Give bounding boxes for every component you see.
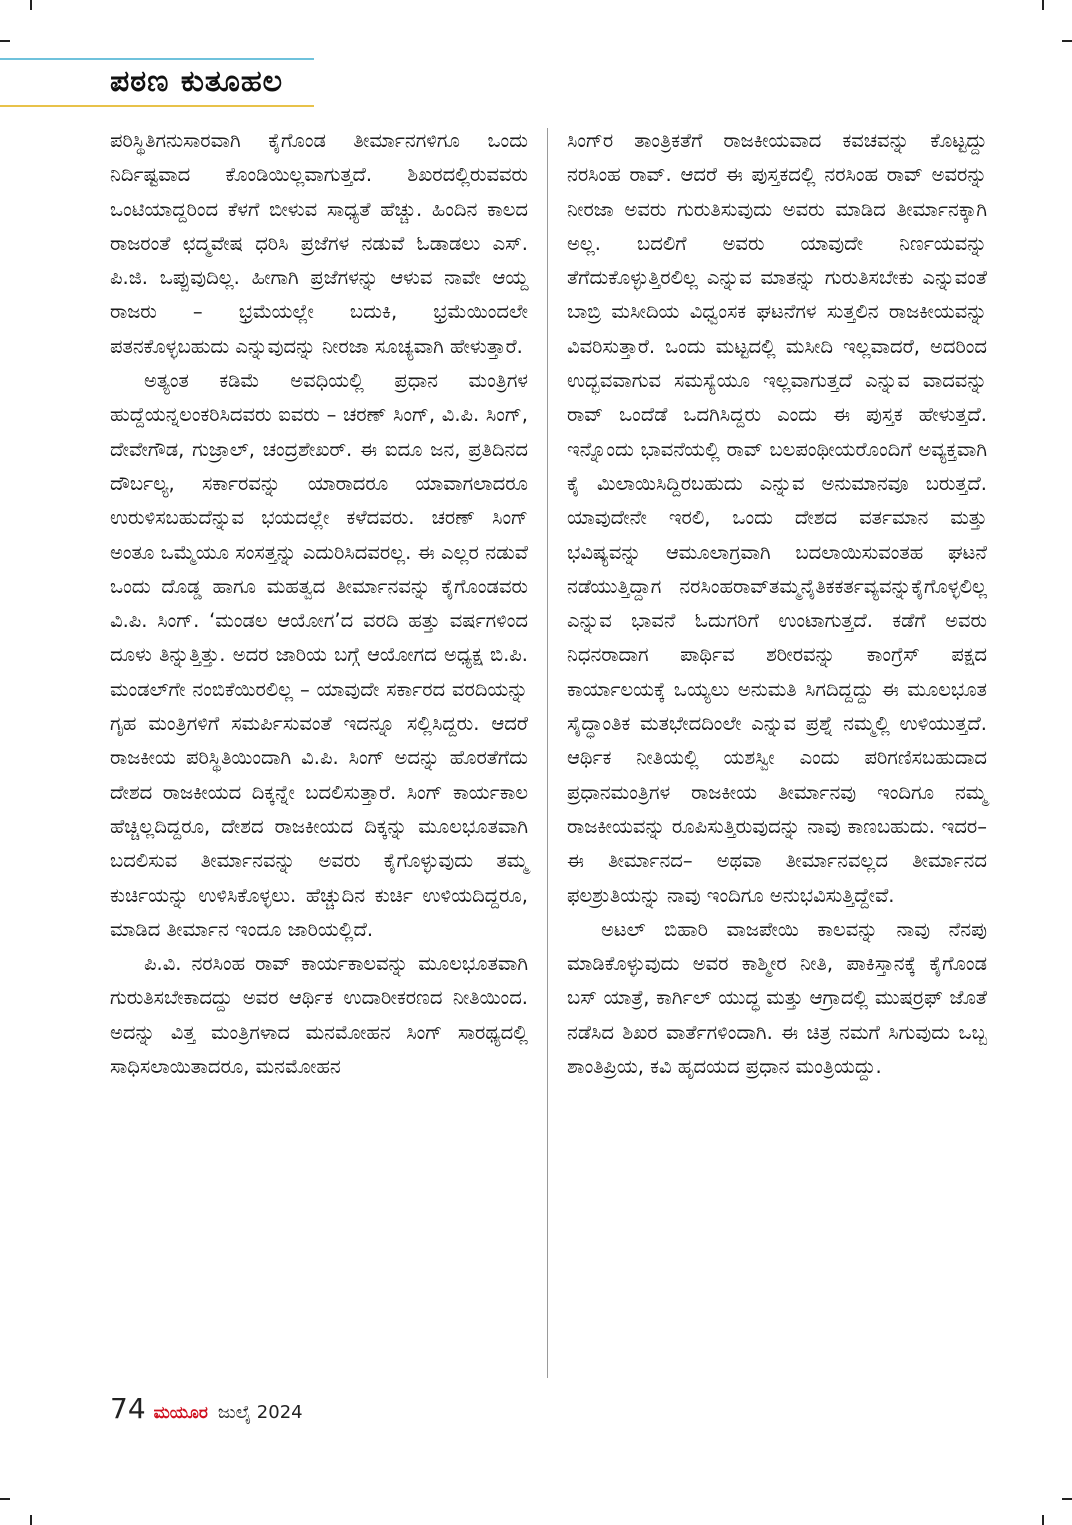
section-title: ಪಠಣ ಕುತೂಹಲ <box>110 64 284 99</box>
left-column <box>110 124 528 1084</box>
crop-mark <box>0 1498 10 1500</box>
crop-mark <box>1062 40 1072 42</box>
page-footer <box>110 1392 303 1425</box>
paragraph: ಅಟಲ್ ಬಿಹಾರಿ ವಾಜಪೇಯಿ ಕಾಲವನ್ನು ನಾವು ನೆನಪು ಮಾಡಿಕೊಳ್ಳುವುದು ಅವರ ಕಾಶ್ಮೀರ ನೀತಿ, ಪಾಕಿಸ್ತಾನಕ್ಕೆ ಕೈಗೊಂಡ ಬಸ್ ಯಾತ್ರೆ, ಕಾರ್ಗಿಲ್ ಯುದ್ಧ ಮತ್ತು ಆಗ್ರಾದಲ್ಲಿ ಮುಷರ್ರಫ್ ಜೊತೆ ನಡೆಸಿದ ಶಿಖರ ವಾರ್ತೆಗಳಿಂದಾಗಿ. ಈ ಚಿತ್ರ ನಮಗೆ ಸಿಗುವುದು ಒಬ್ಬ ಶಾಂತಿಪ್ರಿಯ, ಕವಿ ಹೃದಯದ ಪ್ರಧಾನ ಮಂತ್ರಿಯದ್ದು. <box>567 917 987 1079</box>
crop-mark <box>30 0 32 10</box>
paragraph: ಪಿ.ವಿ. ನರಸಿಂಹ ರಾವ್ ಕಾರ್ಯಕಾಲವನ್ನು ಮೂಲಭೂತವಾಗಿ ಗುರುತಿಸಬೇಕಾದದ್ದು ಅವರ ಆರ್ಥಿಕ ಉದಾರೀಕರಣದ ನೀತಿಯಿಂದ. ಅದನ್ನು ವಿತ್ತ ಮಂತ್ರಿಗಳಾದ ಮನಮೋಹನ ಸಿಂಗ್ ಸಾರಥ್ಯದಲ್ಲಿ ಸಾಧಿಸಲಾಯಿತಾದರೂ, ಮನಮೋಹನ <box>110 952 528 1079</box>
crop-mark <box>30 1515 32 1525</box>
column-divider <box>547 128 548 1378</box>
crop-mark <box>0 40 10 42</box>
paragraph: ಸಿಂಗ್‌ರ ತಾಂತ್ರಿಕತೆಗೆ ರಾಜಕೀಯವಾದ ಕವಚವನ್ನು ಕೊಟ್ಟದ್ದು ನರಸಿಂಹ ರಾವ್. ಆದರೆ ಈ ಪುಸ್ತಕದಲ್ಲಿ ನರಸಿಂಹ ರಾವ್ ಅವರನ್ನು ನೀರಜಾ ಅವರು ಗುರುತಿಸುವುದು ಅವರು ಮಾಡಿದ ತೀರ್ಮಾನಕ್ಕಾಗಿ ಅಲ್ಲ. ಬದಲಿಗೆ ಅವರು ಯಾವುದೇ ನಿರ್ಣಯವನ್ನು ತೆಗೆದುಕೊಳ್ಳುತ್ತಿರಲಿಲ್ಲ ಎನ್ನುವ ಮಾತನ್ನು ಗುರುತಿಸಬೇಕು ಎನ್ನುವಂತೆ ಬಾಬ್ರಿ ಮಸೀದಿಯ ವಿಧ್ವಂಸಕ ಘಟನೆಗಳ ಸುತ್ತಲಿನ ರಾಜಕೀಯವನ್ನು ವಿವರಿಸುತ್ತಾರೆ. ಒಂದು ಮಟ್ಟದಲ್ಲಿ ಮಸೀದಿ ಇಲ್ಲವಾದರೆ, ಅದರಿಂದ ಉದ್ಭವವಾಗುವ ಸಮಸ್ಯೆಯೂ ಇಲ್ಲವಾಗುತ್ತದೆ ಎನ್ನುವ ವಾದವನ್ನು ರಾವ್ ಒಂದೆಡೆ ಒದಗಿಸಿದ್ದರು ಎಂದು ಈ ಪುಸ್ತಕ ಹೇಳುತ್ತದೆ. ಇನ್ನೊಂದು ಭಾವನೆಯಲ್ಲಿ ರಾವ್ ಬಲಪಂಥೀಯರೊಂದಿಗೆ ಅವ್ಯಕ್ತವಾಗಿ ಕೈ ಮಿಲಾಯಿಸಿದ್ದಿರಬಹುದು ಎನ್ನುವ ಅನುಮಾನವೂ ಬರುತ್ತದೆ. ಯಾವುದೇನೇ ಇರಲಿ, ಒಂದು ದೇಶದ ವರ್ತಮಾನ ಮತ್ತು ಭವಿಷ್ಯವನ್ನು ಆಮೂಲಾಗ್ರವಾಗಿ ಬದಲಾಯಿಸುವಂತಹ ಘಟನೆ ನಡೆಯುತ್ತಿದ್ದಾಗ ನರಸಿಂಹರಾವ್‌ತಮ್ಮನೈತಿಕಕರ್ತವ್ಯವನ್ನುಕೈಗೊಳ್ಳಲಿಲ್ಲ ಎನ್ನುವ ಭಾವನೆ ಓದುಗರಿಗೆ ಉಂಟಾಗುತ್ತದೆ. ಕಡೆಗೆ ಅವರು ನಿಧನರಾದಾಗ ಪಾರ್ಥಿವ ಶರೀರವನ್ನು ಕಾಂಗ್ರೆಸ್ ಪಕ್ಷದ ಕಾರ್ಯಾಲಯಕ್ಕೆ ಒಯ್ಯಲು ಅನುಮತಿ ಸಿಗದಿದ್ದದ್ದು ಈ ಮೂಲಭೂತ ಸೈದ್ಧಾಂತಿಕ ಮತಭೇದದಿಂಲೇ ಎನ್ನುವ ಪ್ರಶ್ನೆ ನಮ್ಮಲ್ಲಿ ಉಳಿಯುತ್ತದೆ. ಆರ್ಥಿಕ ನೀತಿಯಲ್ಲಿ ಯಶಸ್ವೀ ಎಂದು ಪರಿಗಣಿಸಬಹುದಾದ ಪ್ರಧಾನಮಂತ್ರಿಗಳ ರಾಜಕೀಯ ತೀರ್ಮಾನವು ಇಂದಿಗೂ ನಮ್ಮ ರಾಜಕೀಯವನ್ನು ರೂಪಿಸುತ್ತಿರುವುದನ್ನು ನಾವು ಕಾಣಬಹುದು. ಇದರ– ಈ ತೀರ್ಮಾನದ– ಅಥವಾ ತೀರ್ಮಾನವಲ್ಲದ ತೀರ್ಮಾನದ ಫಲಶ್ರುತಿಯನ್ನು ನಾವು ಇಂದಿಗೂ ಅನುಭವಿಸುತ್ತಿದ್ದೇವೆ. <box>567 129 987 907</box>
crop-mark <box>1042 0 1044 10</box>
crop-mark <box>1062 1498 1072 1500</box>
magazine-logo: ಮಯೂರ <box>153 1403 208 1423</box>
crop-mark <box>1042 1515 1044 1525</box>
right-column <box>567 124 987 1084</box>
paragraph: ಅತ್ಯಂತ ಕಡಿಮೆ ಅವಧಿಯಲ್ಲಿ ಪ್ರಧಾನ ಮಂತ್ರಿಗಳ ಹುದ್ದೆಯನ್ನಲಂಕರಿಸಿದವರು ಐವರು – ಚರಣ್ ಸಿಂಗ್, ವಿ.ಪಿ. ಸಿಂಗ್, ದೇವೇಗೌಡ, ಗುಜ್ರಾಲ್, ಚಂದ್ರಶೇಖರ್. ಈ ಐದೂ ಜನ, ಪ್ರತಿದಿನದ ದೌರ್ಬಲ್ಯ, ಸರ್ಕಾರವನ್ನು ಯಾರಾದರೂ ಯಾವಾಗಲಾದರೂ ಉರುಳಿಸಬಹುದೆನ್ನುವ ಭಯದಲ್ಲೇ ಕಳೆದವರು. ಚರಣ್ ಸಿಂಗ್ ಅಂತೂ ಒಮ್ಮೆಯೂ ಸಂಸತ್ತನ್ನು ಎದುರಿಸಿದವರಲ್ಲ. ಈ ಎಲ್ಲರ ನಡುವೆ ಒಂದು ದೊಡ್ಡ ಹಾಗೂ ಮಹತ್ವದ ತೀರ್ಮಾನವನ್ನು ಕೈಗೊಂಡವರು ವಿ.ಪಿ. ಸಿಂಗ್. ‘ಮಂಡಲ ಆಯೋಗ’ದ ವರದಿ ಹತ್ತು ವರ್ಷಗಳಿಂದ ದೂಳು ತಿನ್ನುತ್ತಿತ್ತು. ಅದರ ಜಾರಿಯ ಬಗ್ಗೆ ಆಯೋಗದ ಅಧ್ಯಕ್ಷ ಬಿ.ಪಿ. ಮಂಡಲ್‌ಗೇ ನಂಬಿಕೆಯಿರಲಿಲ್ಲ – ಯಾವುದೇ ಸರ್ಕಾರದ ವರದಿಯನ್ನು ಗೃಹ ಮಂತ್ರಿಗಳಿಗೆ ಸಮರ್ಪಿಸುವಂತೆ ಇದನ್ನೂ ಸಲ್ಲಿಸಿದ್ದರು. ಆದರೆ ರಾಜಕೀಯ ಪರಿಸ್ಥಿತಿಯಿಂದಾಗಿ ವಿ.ಪಿ. ಸಿಂಗ್ ಅದನ್ನು ಹೊರತೆಗೆದು ದೇಶದ ರಾಜಕೀಯದ ದಿಕ್ಕನ್ನೇ ಬದಲಿಸುತ್ತಾರೆ. ಸಿಂಗ್ ಕಾರ್ಯಕಾಲ ಹೆಚ್ಚಿಲ್ಲದಿದ್ದರೂ, ದೇಶದ ರಾಜಕೀಯದ ದಿಕ್ಕನ್ನು ಮೂಲಭೂತವಾಗಿ ಬದಲಿಸುವ ತೀರ್ಮಾನವನ್ನು ಅವರು ಕೈಗೊಳ್ಳುವುದು ತಮ್ಮ ಕುರ್ಚಿಯನ್ನು ಉಳಿಸಿಕೊಳ್ಳಲು. ಹೆಚ್ಚುದಿನ ಕುರ್ಚಿ ಉಳಿಯದಿದ್ದರೂ, ಮಾಡಿದ ತೀರ್ಮಾನ ಇಂದೂ ಜಾರಿಯಲ್ಲಿದೆ. <box>110 369 528 941</box>
page-number: 74 <box>110 1392 146 1425</box>
header-rule-top <box>0 58 314 60</box>
paragraph: ಪರಿಸ್ಥಿತಿಗನುಸಾರವಾಗಿ ಕೈಗೊಂಡ ತೀರ್ಮಾನಗಳಿಗೂ ಒಂದು ನಿರ್ದಿಷ್ಟವಾದ ಕೊಂಡಿಯಿಲ್ಲವಾಗುತ್ತದೆ. ಶಿಖರದಲ್ಲಿರುವವರು ಒಂಟಿಯಾದ್ದರಿಂದ ಕೆಳಗೆ ಬೀಳುವ ಸಾಧ್ಯತೆ ಹೆಚ್ಚು. ಹಿಂದಿನ ಕಾಲದ ರಾಜರಂತೆ ಛದ್ಮವೇಷ ಧರಿಸಿ ಪ್ರಜೆಗಳ ನಡುವೆ ಓಡಾಡಲು ಎಸ್. ಪಿ.ಜಿ. ಒಪ್ಪುವುದಿಲ್ಲ. ಹೀಗಾಗಿ ಪ್ರಜೆಗಳನ್ನು ಆಳುವ ನಾವೇ ಆಯ್ದ ರಾಜರು – ಭ್ರಮೆಯಲ್ಲೇ ಬದುಕಿ, ಭ್ರಮೆಯಿಂದಲೇ ಪತನಕೊಳ್ಳಬಹುದು ಎನ್ನುವುದನ್ನು ನೀರಜಾ ಸೂಚ್ಯವಾಗಿ ಹೇಳುತ್ತಾರೆ. <box>110 129 528 358</box>
issue-date: ಜುಲೈ 2024 <box>217 1402 303 1423</box>
header-rule-bottom <box>0 105 314 107</box>
